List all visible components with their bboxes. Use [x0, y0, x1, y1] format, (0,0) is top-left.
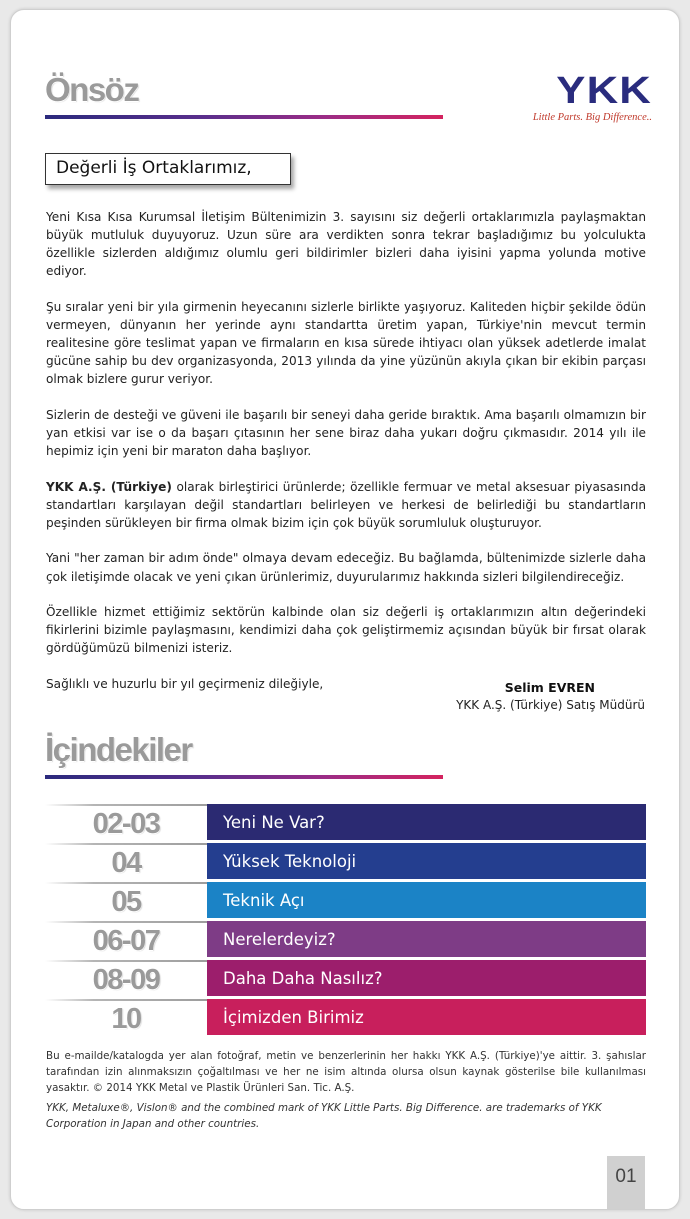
- section-title-icindekiler: İçindekiler: [45, 731, 192, 768]
- greeting-box: Değerli İş Ortaklarımız,: [45, 153, 291, 185]
- page-number: 01: [607, 1156, 645, 1209]
- letter-paragraph-3: Sizlerin de desteği ve güveni ile başarılı bir seneyi daha geride bıraktık. Ama başarılı olmamızın bir yan etkisi var ise o da başarı çıtasının her sene biraz daha yukarı doğru çıkmasıdır. 2014 yılı ile hepimiz için yeni bir maraton daha başlıyor.: [46, 407, 646, 459]
- letter-paragraph-2: Şu sıralar yeni bir yıla girmenin heyecanını sizlerle birlikte yaşıyoruz. Kaliteden hiçbir şekilde ödün vermeyen, dünyanın her yerinde aynı standartta üretim yapan, Türkiye'nin mevcut termin realitesine göre teslimat yapan ve firmaların en kısa sürede ihtiyacı olan yüksek adetlerde imalat gücüne sahip bu dev organizasyonda, 2013 yılında da yine yüzünün akıyla çıkan bir ekibin parçası olmak bizlere gurur veriyor.: [46, 299, 646, 387]
- toc-item-yuksek-teknoloji[interactable]: Yüksek Teknoloji: [207, 843, 646, 879]
- toc-item-teknik-aci[interactable]: Teknik Açı: [207, 882, 646, 918]
- company-name: YKK A.Ş. (Türkiye): [46, 479, 172, 494]
- toc-page-range: 10: [45, 999, 207, 1035]
- toc-row[interactable]: [45, 960, 646, 996]
- logo-tagline: Little Parts. Big Difference..: [532, 112, 652, 123]
- letter-paragraph-5: Yani "her zaman bir adım önde" olmaya devam edeceğiz. Bu bağlamda, bültenimizde sizlerle daha çok iletişimde olacak ve yeni çıkan ürünlerimiz, duyurularımız hakkında sizleri bilgilendireceğiz.: [46, 551, 646, 584]
- signature-block: [456, 680, 645, 712]
- toc-row[interactable]: [45, 843, 646, 879]
- toc-item-daha-daha-nasiliz[interactable]: Daha Daha Nasılız?: [207, 960, 646, 996]
- letter-paragraph-4-text: olarak birleştirici ürünlerde; özellikle fermuar ve metal aksesuar piyasasında standartları karşılayan değil standartları belirleyen ve herkesi de belirlediği bu standartların peşinden sürükleyen bir firma olmak bizim için çok büyük sorumluluk oluşturuyor.: [46, 479, 646, 530]
- toc-page-range: 05: [45, 882, 207, 918]
- toc-item-icimizden-birimiz[interactable]: İçimizden Birimiz: [207, 999, 646, 1035]
- signature-name: Selim EVREN: [504, 680, 595, 695]
- toc-page-range: 08-09: [45, 960, 207, 996]
- table-of-contents: [45, 804, 646, 1038]
- title-rule-icindekiler: [45, 775, 443, 779]
- toc-item-yeni-ne-var[interactable]: Yeni Ne Var?: [207, 804, 646, 840]
- toc-row[interactable]: [45, 999, 646, 1035]
- toc-page-range: 02-03: [45, 804, 207, 840]
- letter-closing: Sağlıklı ve huzurlu bir yıl geçirmeniz dileğiyle,: [46, 676, 324, 691]
- toc-page-range: 06-07: [45, 921, 207, 957]
- signature-title: YKK A.Ş. (Türkiye) Satış Müdürü: [456, 698, 645, 712]
- logo-mark: YKK: [556, 70, 652, 112]
- letter-paragraph-4: [46, 478, 646, 532]
- toc-row[interactable]: [45, 882, 646, 918]
- copyright-notice: Bu e-mailde/katalogda yer alan fotoğraf, metin ve benzerlerinin her hakkı YKK A.Ş. (Türkiye)'ye aittir. 3. şahıslar tarafından izin alınmaksızın çoğaltılması ve her ne isim altında olursa olsun kaynak gösterilse bile kullanılması yasaktır. © 2014 YKK Metal ve Plastik Ürünleri San. Tic. A.Ş.: [46, 1050, 646, 1094]
- toc-row[interactable]: [45, 921, 646, 957]
- letter-paragraph-6: Özellikle hizmet ettiğimiz sektörün kalbinde olan siz değerli iş ortaklarımızın altın değerindeki fikirlerini bizimle paylaşmasını, kendimizi daha çok geliştirmemiz açısından büyük bir fırsat olarak gördüğümüzü bilmenizi isteriz.: [46, 605, 646, 656]
- trademark-notice: YKK, Metaluxe®, Vislon® and the combined mark of YKK Little Parts. Big Difference. are trademarks of YKK Corporation in Japan and other countries.: [46, 1102, 602, 1131]
- title-rule-onsoz: [45, 115, 443, 119]
- toc-page-range: 04: [45, 843, 207, 879]
- toc-row[interactable]: [45, 804, 646, 840]
- section-title-onsoz: Önsöz: [45, 71, 139, 108]
- footnote: [46, 1049, 646, 1133]
- toc-item-nerelerdeyiz[interactable]: Nerelerdeyiz?: [207, 921, 646, 957]
- letter-body: [46, 208, 646, 693]
- ykk-logo: [512, 70, 652, 123]
- letter-paragraph-1: Yeni Kısa Kısa Kurumsal İletişim Bültenimizin 3. sayısını siz değerli ortaklarımızla paylaşmaktan büyük mutluluk duyuyoruz. Uzun süre ara verdikten sonra tekrar başladığımız bu yolculukta özellikle sizlerden aldığımız olumlu geri bildirimler bizleri daha iyisini yapma yolunda motive ediyor.: [46, 210, 646, 279]
